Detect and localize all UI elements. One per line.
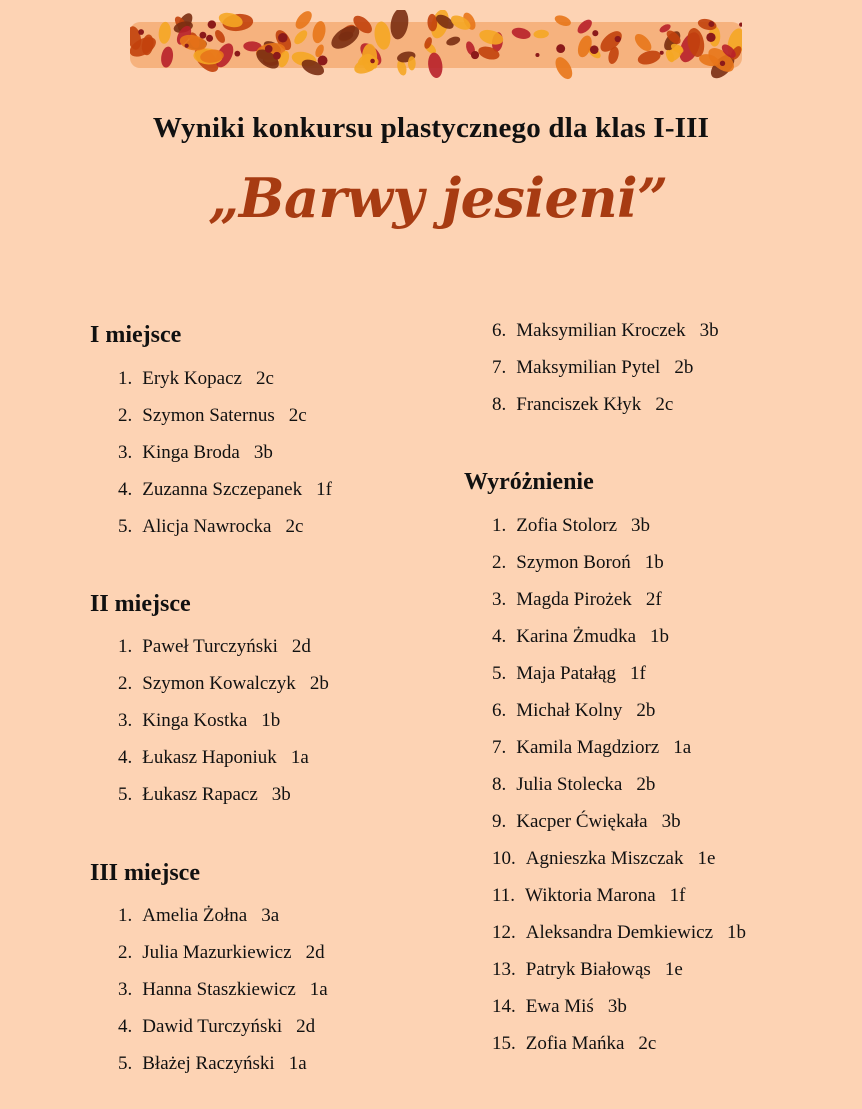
student-name: Karina Żmudka <box>516 626 637 647</box>
class-label: 2c <box>285 516 304 537</box>
item-number: 11. <box>492 885 516 906</box>
class-label: 2d <box>296 1016 316 1037</box>
item-number: 8. <box>492 774 507 795</box>
section-heading-distinction: Wyróżnienie <box>464 469 594 495</box>
item-number: 1. <box>118 905 133 926</box>
class-label: 2c <box>655 394 674 415</box>
item-number: 15. <box>492 1033 516 1054</box>
item-number: 3. <box>118 979 133 1000</box>
class-label: 2c <box>638 1033 657 1054</box>
student-name: Łukasz Rapacz <box>142 784 258 805</box>
list-item <box>118 401 332 438</box>
class-label: 1b <box>650 626 670 647</box>
section-heading-second-place: II miejsce <box>90 591 191 617</box>
list-item <box>492 511 746 548</box>
list-item <box>492 807 746 844</box>
item-number: 5. <box>118 516 133 537</box>
student-name: Kamila Magdziorz <box>516 737 660 758</box>
list-item <box>118 901 328 938</box>
section-heading-third-place: III miejsce <box>90 860 200 886</box>
class-label: 1b <box>261 710 281 731</box>
list-item <box>492 770 746 807</box>
item-number: 5. <box>118 1053 133 1074</box>
student-name: Agnieszka Miszczak <box>525 848 684 869</box>
student-name: Łukasz Haponiuk <box>142 747 277 768</box>
item-number: 14. <box>492 996 516 1017</box>
class-label: 2b <box>674 357 694 378</box>
list-item <box>492 881 746 918</box>
list-item <box>118 706 329 743</box>
item-number: 9. <box>492 811 507 832</box>
contest-name: „Barwy jesieni” <box>208 166 668 230</box>
student-name: Wiktoria Marona <box>525 885 656 906</box>
class-label: 3b <box>271 784 291 805</box>
student-name: Kacper Ćwiękała <box>516 811 648 832</box>
list-item <box>118 780 329 817</box>
list-item <box>492 992 746 1029</box>
list-item <box>118 512 332 549</box>
page-title: Wyniki konkursu plastycznego dla klas I-III <box>152 112 710 144</box>
student-name: Eryk Kopacz <box>142 368 242 389</box>
distinction-list <box>492 511 746 1066</box>
list-item <box>492 585 746 622</box>
list-item <box>492 548 746 585</box>
item-number: 3. <box>118 442 133 463</box>
item-number: 4. <box>118 1016 133 1037</box>
class-label: 3b <box>661 811 681 832</box>
section-heading-first-place: I miejsce <box>90 322 182 348</box>
student-name: Julia Mazurkiewicz <box>142 942 292 963</box>
item-number: 3. <box>118 710 133 731</box>
item-number: 1. <box>118 636 133 657</box>
student-name: Ewa Miś <box>525 996 594 1017</box>
item-number: 5. <box>492 663 507 684</box>
item-number: 6. <box>492 320 507 341</box>
class-label: 1e <box>664 959 683 980</box>
item-number: 4. <box>492 626 507 647</box>
student-name: Szymon Kowalczyk <box>142 673 296 694</box>
item-number: 7. <box>492 737 507 758</box>
class-label: 3b <box>699 320 719 341</box>
class-label: 1e <box>697 848 716 869</box>
item-number: 3. <box>492 589 507 610</box>
list-item <box>492 844 746 881</box>
list-item <box>492 659 746 696</box>
third-place-list-continued <box>492 316 719 427</box>
list-item <box>492 316 719 353</box>
item-number: 2. <box>118 405 133 426</box>
list-item <box>118 743 329 780</box>
class-label: 1f <box>629 663 646 684</box>
item-number: 6. <box>492 700 507 721</box>
student-name: Dawid Turczyński <box>142 1016 283 1037</box>
list-item <box>118 364 332 401</box>
list-item <box>118 475 332 512</box>
student-name: Kinga Broda <box>142 442 240 463</box>
class-label: 2f <box>645 589 662 610</box>
item-number: 1. <box>118 368 133 389</box>
class-label: 1a <box>309 979 328 1000</box>
class-label: 1f <box>316 479 332 500</box>
list-item <box>118 632 329 669</box>
item-number: 12. <box>492 922 516 943</box>
student-name: Kinga Kostka <box>142 710 248 731</box>
student-name: Amelia Żołna <box>142 905 248 926</box>
list-item <box>492 622 746 659</box>
student-name: Patryk Białowąs <box>525 959 651 980</box>
list-item <box>492 733 746 770</box>
autumn-leaves-garland-icon <box>130 10 742 80</box>
student-name: Aleksandra Demkiewicz <box>525 922 714 943</box>
class-label: 1b <box>727 922 747 943</box>
student-name: Zofia Mańka <box>525 1033 625 1054</box>
item-number: 7. <box>492 357 507 378</box>
item-number: 4. <box>118 747 133 768</box>
class-label: 2b <box>636 774 656 795</box>
item-number: 2. <box>118 673 133 694</box>
item-number: 4. <box>118 479 133 500</box>
item-number: 8. <box>492 394 507 415</box>
list-item <box>118 669 329 706</box>
item-number: 13. <box>492 959 516 980</box>
list-item <box>492 353 719 390</box>
student-name: Maksymilian Pytel <box>516 357 661 378</box>
item-number: 2. <box>492 552 507 573</box>
student-name: Michał Kolny <box>516 700 623 721</box>
student-name: Julia Stolecka <box>516 774 623 795</box>
list-item <box>118 438 332 475</box>
student-name: Maksymilian Kroczek <box>516 320 686 341</box>
student-name: Zofia Stolorz <box>516 515 618 536</box>
list-item <box>492 1029 746 1066</box>
class-label: 3b <box>607 996 627 1017</box>
list-item <box>118 1049 328 1086</box>
class-label: 2c <box>288 405 307 426</box>
class-label: 2b <box>309 673 329 694</box>
class-label: 3b <box>631 515 651 536</box>
student-name: Alicja Nawrocka <box>142 516 272 537</box>
class-label: 3b <box>253 442 273 463</box>
class-label: 3a <box>261 905 280 926</box>
student-name: Błażej Raczyński <box>142 1053 275 1074</box>
student-name: Zuzanna Szczepanek <box>142 479 303 500</box>
list-item <box>492 918 746 955</box>
second-place-list <box>118 632 329 817</box>
student-name: Paweł Turczyński <box>142 636 278 657</box>
student-name: Franciszek Kłyk <box>516 394 642 415</box>
list-item <box>118 938 328 975</box>
third-place-list <box>118 901 328 1086</box>
student-name: Szymon Boroń <box>516 552 631 573</box>
list-item <box>118 1012 328 1049</box>
class-label: 2d <box>305 942 325 963</box>
class-label: 2c <box>255 368 274 389</box>
class-label: 1a <box>288 1053 307 1074</box>
list-item <box>118 975 328 1012</box>
item-number: 5. <box>118 784 133 805</box>
student-name: Szymon Saternus <box>142 405 275 426</box>
student-name: Magda Pirożek <box>516 589 632 610</box>
class-label: 2b <box>636 700 656 721</box>
class-label: 1b <box>644 552 664 573</box>
list-item <box>492 955 746 992</box>
list-item <box>492 696 746 733</box>
list-item <box>492 390 719 427</box>
item-number: 1. <box>492 515 507 536</box>
student-name: Hanna Staszkiewicz <box>142 979 296 1000</box>
class-label: 1a <box>673 737 692 758</box>
class-label: 1f <box>669 885 686 906</box>
class-label: 2d <box>291 636 311 657</box>
item-number: 2. <box>118 942 133 963</box>
student-name: Maja Patałąg <box>516 663 616 684</box>
first-place-list <box>118 364 332 549</box>
class-label: 1a <box>290 747 309 768</box>
item-number: 10. <box>492 848 516 869</box>
